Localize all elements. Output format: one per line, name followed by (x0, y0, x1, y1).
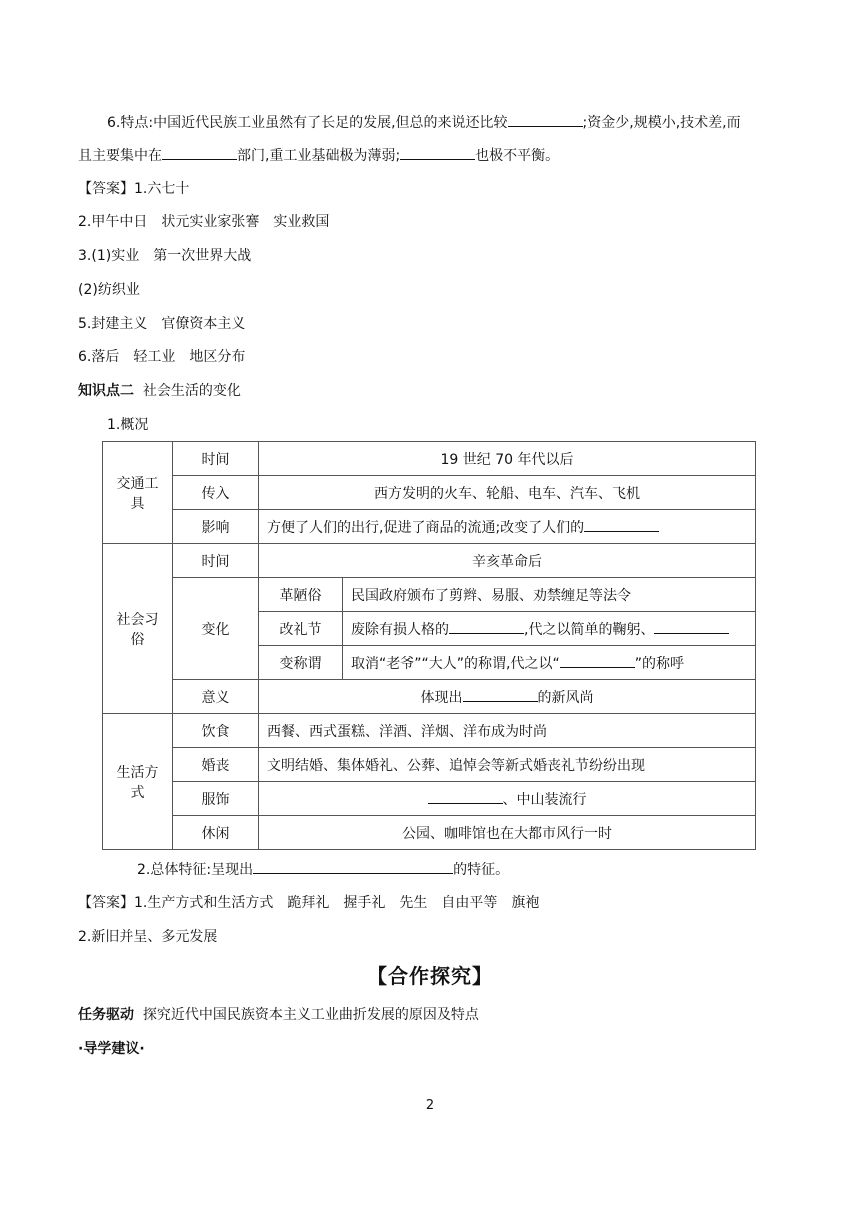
fill-blank (428, 789, 503, 804)
row-value: 废除有损人格的 ,代之以简单的鞠躬、 (343, 612, 756, 646)
answer-line: 3.(1)实业 第一次世界大战 (78, 248, 252, 264)
row-value: 取消“老爷”“大人”的称谓,代之以“ ”的称呼 (343, 646, 756, 680)
row-label: 传入 (173, 476, 259, 510)
answer-line: 2.新旧并呈、多元发展 (78, 929, 218, 945)
answer-line: (2)纺织业 (78, 282, 140, 298)
category-transport: 交通工具 (103, 442, 173, 544)
row-label: 变化 (173, 578, 259, 680)
row-value: 文明结婚、集体婚礼、公葬、追悼会等新式婚丧礼节纷纷出现 (259, 748, 756, 782)
page-number: 2 (425, 1098, 435, 1113)
row-label: 时间 (173, 544, 259, 578)
guide-heading: ·导学建议· (78, 1041, 145, 1057)
fill-blank (463, 687, 538, 702)
row-label: 服饰 (173, 782, 259, 816)
fill-blank (584, 517, 659, 532)
task-line (78, 1005, 479, 1025)
category-customs: 社会习俗 (103, 544, 173, 714)
overall-characteristic: 2.总体特征:呈现出 的特征。 (137, 859, 509, 880)
overview-heading: 1.概况 (107, 417, 149, 433)
category-lifestyle: 生活方式 (103, 714, 173, 850)
answer-line: 2.甲午中日 状元实业家张謇 实业救国 (78, 214, 330, 230)
answer-line: 【答案】1.六七十 (78, 181, 190, 197)
row-label: 饮食 (173, 714, 259, 748)
fill-blank (560, 653, 635, 668)
fill-blank (162, 145, 237, 160)
section-title: 【合作探究】 (367, 964, 493, 988)
sub-label: 变称谓 (259, 646, 343, 680)
answer-label: 【答案】 (78, 895, 134, 911)
knowledge-point-label: 知识点二 (78, 383, 134, 399)
characteristics-line-1: 6.特点:中国近代民族工业虽然有了长足的发展,但总的来说还比较 ;资金少,规模小,技术差,而 (107, 112, 741, 133)
row-value: 西方发明的火车、轮船、电车、汽车、飞机 (259, 476, 756, 510)
row-value: 民国政府颁布了剪辫、易服、劝禁缠足等法令 (343, 578, 756, 612)
row-label: 影响 (173, 510, 259, 544)
answer-line: 5.封建主义 官僚资本主义 (78, 316, 246, 332)
row-value: 公园、咖啡馆也在大都市风行一时 (259, 816, 756, 850)
fill-blank (400, 145, 475, 160)
row-value: 辛亥革命后 (259, 544, 756, 578)
row-label: 意义 (173, 680, 259, 714)
row-value: 方便了人们的出行,促进了商品的流通;改变了人们的 (259, 510, 756, 544)
row-value: 19 世纪 70 年代以后 (259, 442, 756, 476)
row-label: 休闲 (173, 816, 259, 850)
answer-line: 6.落后 轻工业 地区分布 (78, 349, 246, 365)
knowledge-point-heading (78, 381, 241, 401)
row-value: 、中山装流行 (259, 782, 756, 816)
row-value: 西餐、西式蛋糕、洋酒、洋烟、洋布成为时尚 (259, 714, 756, 748)
fill-blank (508, 112, 583, 127)
social-life-table (102, 441, 756, 850)
row-label: 婚丧 (173, 748, 259, 782)
row-label: 时间 (173, 442, 259, 476)
task-text: 探究近代中国民族资本主义工业曲折发展的原因及特点 (142, 1007, 479, 1023)
answer-label: 【答案】 (78, 181, 134, 197)
task-label: 任务驱动 (78, 1007, 134, 1023)
knowledge-point-title: 社会生活的变化 (142, 383, 241, 399)
fill-blank (253, 859, 453, 874)
characteristics-line-2: 且主要集中在 部门,重工业基础极为薄弱; 也极不平衡。 (78, 145, 559, 166)
fill-blank (449, 619, 524, 634)
answer-line: 【答案】1.生产方式和生活方式 跪拜礼 握手礼 先生 自由平等 旗袍 (78, 895, 540, 911)
row-value: 体现出 的新风尚 (259, 680, 756, 714)
sub-label: 改礼节 (259, 612, 343, 646)
sub-label: 革陋俗 (259, 578, 343, 612)
fill-blank (654, 619, 729, 634)
